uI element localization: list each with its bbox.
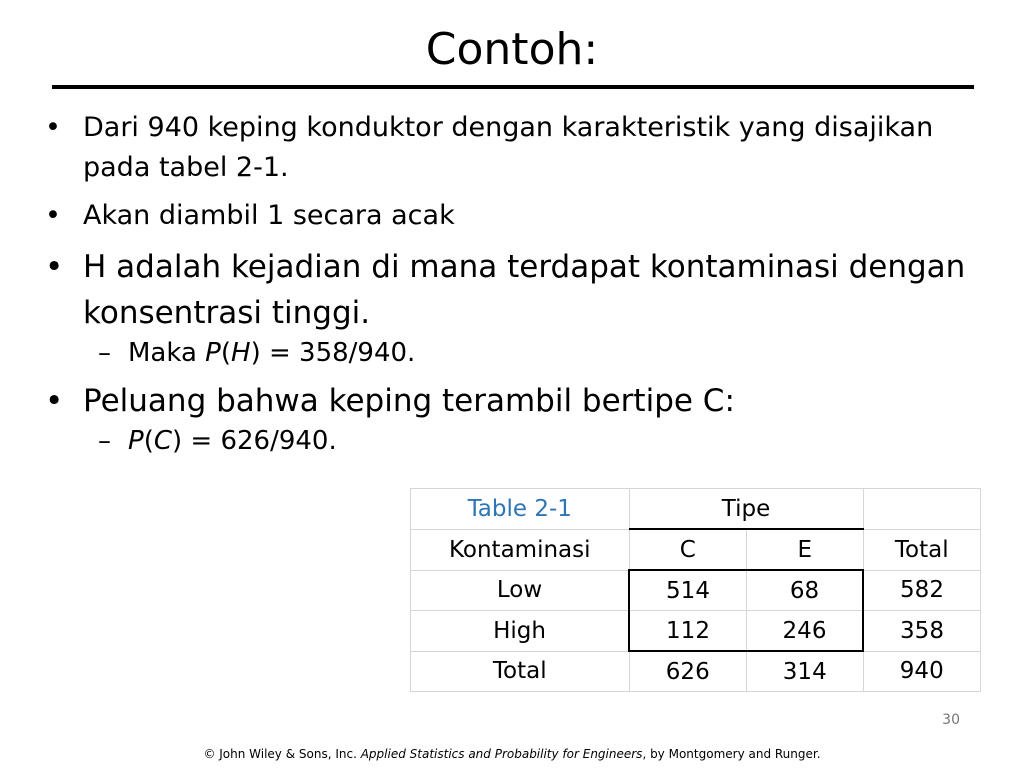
- bullet-marker: •: [45, 112, 61, 143]
- column-header: E: [747, 529, 864, 570]
- sub-bullet-item: [40, 424, 1000, 458]
- row-label: Low: [411, 570, 630, 611]
- table-cell: 514: [629, 570, 747, 611]
- table-row: [411, 529, 981, 570]
- bullet-item: [40, 378, 1000, 424]
- bullet-item: [40, 244, 1000, 336]
- sub-bullet-rest: ) = 626/940.: [172, 426, 337, 456]
- row-label: High: [411, 611, 630, 652]
- table-cell: 626: [629, 651, 747, 692]
- column-header: Total: [863, 529, 981, 570]
- bullet-marker: •: [45, 200, 61, 231]
- table-cell: 112: [629, 611, 747, 652]
- bullet-marker: •: [45, 383, 64, 419]
- table-cell: 314: [747, 651, 864, 692]
- sub-bullet-marker: –: [98, 426, 111, 456]
- data-table: [410, 488, 981, 692]
- paren-open: (: [143, 426, 154, 456]
- sub-bullet-prefix: Maka: [128, 338, 206, 368]
- table-row: [411, 611, 981, 652]
- group-header: Tipe: [629, 489, 863, 530]
- row-label: Total: [411, 651, 630, 692]
- sub-bullet-marker: –: [98, 338, 111, 368]
- table-cell: 68: [747, 570, 864, 611]
- prob-symbol: P: [205, 338, 221, 368]
- table-row: [411, 651, 981, 692]
- bullet-text: Dari 940 keping konduktor dengan karakteristik yang disajikan pada tabel 2-1.: [83, 112, 934, 183]
- bullet-text: Akan diambil 1 secara acak: [83, 200, 455, 231]
- page-number: 30: [942, 712, 960, 728]
- table-cell: 582: [863, 570, 981, 611]
- prob-symbol: P: [128, 426, 144, 456]
- bullet-item: [40, 196, 1000, 236]
- bullet-text: H adalah kejadian di mana terdapat kontaminasi dengan konsentrasi tinggi.: [83, 249, 966, 331]
- table-cell: [863, 489, 981, 530]
- table-caption: Table 2-1: [411, 489, 630, 530]
- footer-credit: [0, 747, 1024, 761]
- table-cell: 246: [747, 611, 864, 652]
- bullet-item: [40, 108, 1000, 188]
- title-underline: [52, 85, 974, 89]
- table-cell: 940: [863, 651, 981, 692]
- table-cell: 358: [863, 611, 981, 652]
- paren-open: (: [220, 338, 232, 368]
- bullet-marker: •: [45, 249, 64, 285]
- table-row: [411, 570, 981, 611]
- slide-title: Contoh:: [425, 24, 599, 75]
- column-header: C: [629, 529, 747, 570]
- event-symbol: H: [231, 338, 251, 368]
- footer-prefix: © John Wiley & Sons, Inc.: [203, 747, 361, 761]
- footer-book-title: Applied Statistics and Probability for Engineers: [360, 747, 643, 761]
- event-symbol: C: [153, 426, 172, 456]
- bullet-text: Peluang bahwa keping terambil bertipe C:: [83, 383, 735, 419]
- footer-suffix: , by Montgomery and Runger.: [642, 747, 821, 761]
- sub-bullet-item: [40, 336, 1000, 370]
- sub-bullet-rest: ) = 358/940.: [250, 338, 416, 368]
- bullet-list: [40, 108, 1000, 458]
- column-header: Kontaminasi: [411, 529, 630, 570]
- table-row: [411, 489, 981, 530]
